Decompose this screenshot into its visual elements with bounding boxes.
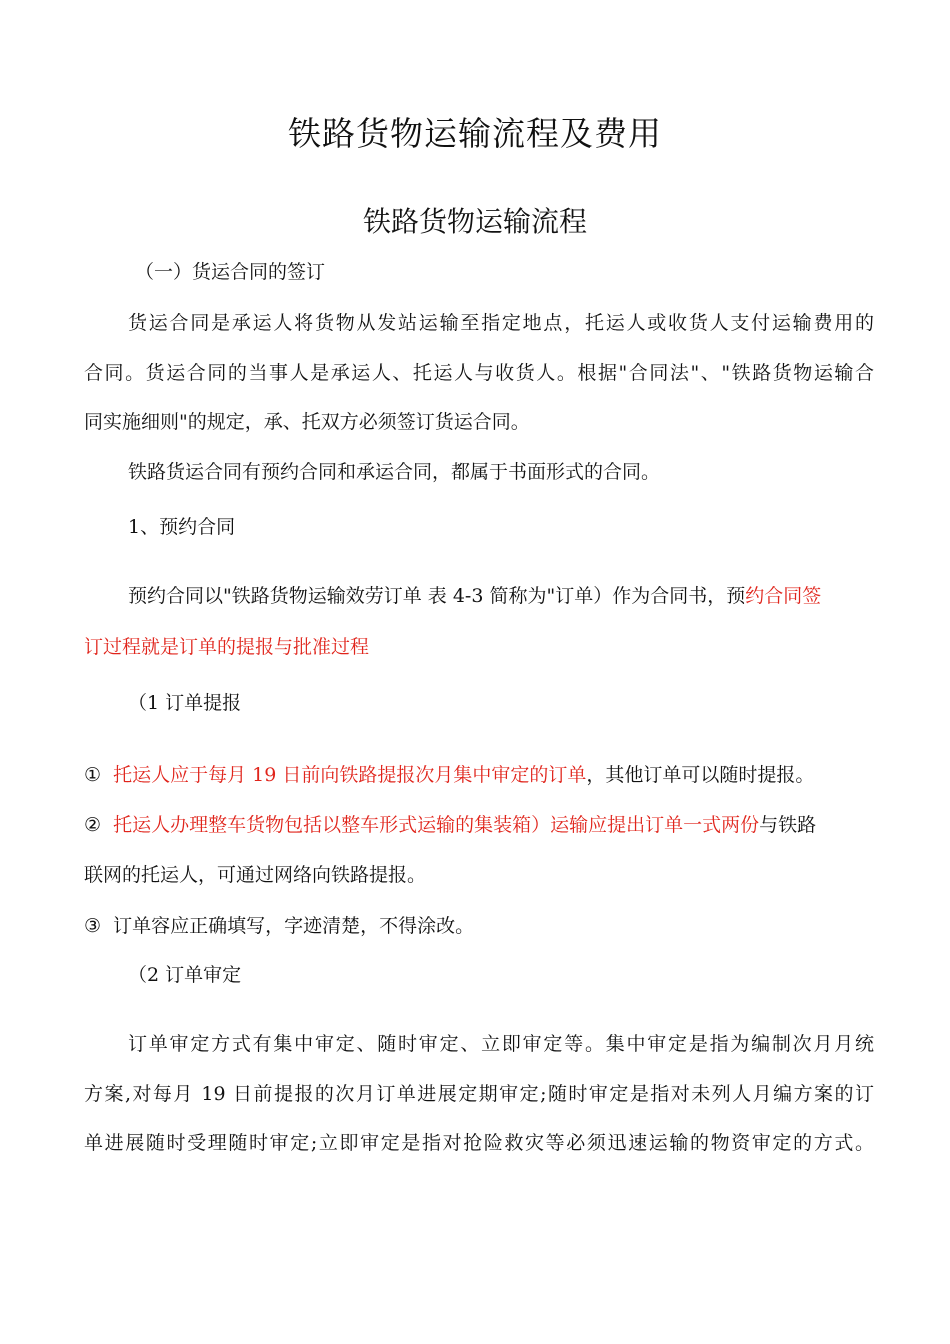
para3-line1-highlight: 约合同签	[745, 585, 822, 607]
bullet-1-mark: ①	[84, 764, 102, 786]
bullet-2-mark: ②	[84, 814, 102, 836]
bullet-2-text: 与铁路	[759, 814, 817, 836]
para4-line3: 单进展随时受理随时审定;立即审定是指对抢险救灾等必须迅速运输的物资审定的方式。	[84, 1132, 874, 1154]
sub1-heading: （1 订单提报	[128, 692, 242, 714]
document-title: 铁路货物运输流程及费用	[288, 114, 662, 153]
bullet-1	[84, 762, 874, 788]
bullet-3-mark: ③	[84, 915, 102, 937]
para3-line1	[128, 583, 874, 609]
para4-line2: 方案,对每月 19 日前提报的次月订单进展定期审定;随时审定是指对未列人月编方案的订	[84, 1083, 874, 1105]
bullet-2-continuation: 联网的托运人，可通过网络向铁路提报。	[84, 864, 427, 886]
para1-line1: 货运合同是承运人将货物从发站运输至指定地点，托运人或收货人支付运输费用的	[128, 312, 874, 334]
para4-line1: 订单审定方式有集中审定、随时审定、立即审定等。集中审定是指为编制次月月统	[128, 1033, 874, 1055]
bullet-2-highlight: 托运人办理整车货物包括以整车形式运输的集装箱）运输应提出订单一式两份	[113, 814, 760, 836]
para3-line2-highlight: 订过程就是订单的提报与批准过程	[84, 636, 370, 658]
bullet-1-text: ，其他订单可以随时提报。	[586, 764, 815, 786]
bullet-3	[84, 913, 874, 939]
bullet-3-text: 订单容应正确填写，字迹清楚，不得涂改。	[113, 915, 475, 937]
para3-line1-text: 预约合同以"铁路货物运输效劳订单 表 4-3 简称为"订单）作为合同书，预	[128, 585, 746, 607]
section-heading: （一）货运合同的签订	[135, 261, 326, 283]
para1-line3: 同实施细则"的规定，承、托双方必须签订货运合同。	[84, 411, 530, 433]
sub2-heading: （2 订单审定	[128, 964, 242, 986]
para1-line2: 合同。货运合同的当事人是承运人、托运人与收货人。根据"合同法"、"铁路货物运输合	[84, 362, 874, 384]
bullet-1-highlight: 托运人应于每月 19 日前向铁路提报次月集中审定的订单	[113, 764, 587, 786]
bullet-2	[84, 812, 874, 838]
para2: 铁路货运合同有预约合同和承运合同，都属于书面形式的合同。	[128, 461, 661, 483]
section-title: 铁路货物运输流程	[362, 205, 587, 238]
item1-heading: 1、预约合同	[128, 516, 236, 538]
